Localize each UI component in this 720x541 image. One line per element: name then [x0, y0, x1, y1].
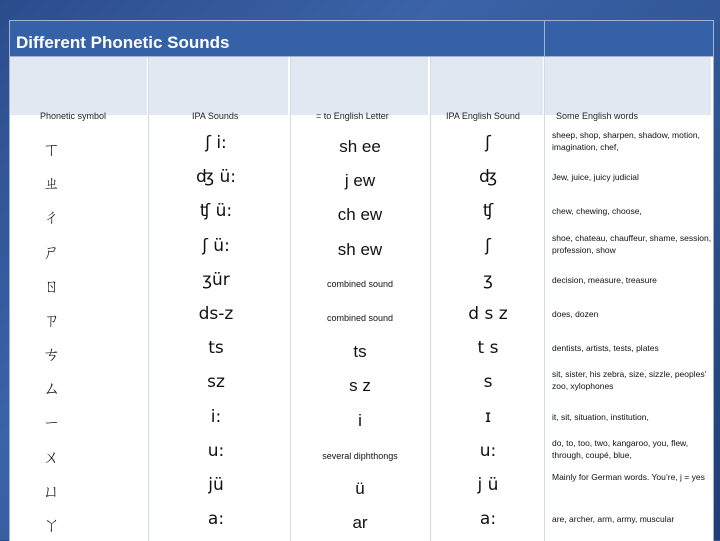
english-letter: ü — [355, 479, 365, 498]
ipa-sound: ʃ i: — [205, 133, 227, 153]
ipa-english-sound: a: — [479, 509, 497, 530]
table-row — [10, 232, 713, 266]
table-row — [10, 163, 713, 197]
phonetic-symbol: ㄨ — [43, 447, 60, 468]
english-words: it, sit, situation, institution, — [552, 411, 649, 422]
english-words: decision, measure, treasure — [552, 274, 657, 285]
ipa-sound: a: — [207, 509, 225, 530]
table-row — [10, 471, 713, 505]
ipa-sound: ʧ ü: — [199, 201, 233, 222]
blank-row — [10, 57, 713, 115]
phonetic-symbol: ㄙ — [43, 379, 60, 400]
english-words: Jew, juice, juicy judicial — [552, 172, 639, 183]
ipa-sound: i: — [210, 406, 222, 427]
english-words: shoe, chateau, chauffeur, shame, session, profession, show — [552, 232, 712, 255]
english-letter: sh ee — [339, 137, 381, 156]
ipa-sound: ʃ ü: — [202, 235, 230, 256]
ipa-english-sound: s — [483, 372, 493, 393]
header-to-english-letter: = to English Letter — [316, 111, 389, 121]
header-ipa-english-sound: IPA English Sound — [446, 111, 520, 121]
english-letter: sh ew — [337, 239, 383, 259]
english-letter: combined sound — [326, 313, 394, 323]
phonetic-symbol: ㄕ — [43, 242, 60, 263]
ipa-english-sound: j ü — [477, 475, 499, 495]
phonetic-symbol: ㄩ — [43, 482, 60, 502]
english-letter: ch ew — [337, 205, 383, 225]
table-row — [10, 437, 713, 471]
english-words: sit, sister, his zebra, size, sizzle, peoples’ zoo, xylophones — [552, 369, 707, 392]
table-frame — [9, 20, 714, 541]
ipa-english-sound: ɪ — [484, 406, 492, 427]
ipa-sound: ds-z — [198, 304, 234, 324]
ipa-english-sound: ʃ — [485, 235, 491, 256]
english-words: sheep, shop, sharpen, shadow, motion, imagination, chef, — [552, 130, 700, 152]
english-letter: s z — [349, 376, 371, 396]
ipa-sound: jü — [208, 475, 224, 495]
english-words: do, to, too, two, kangaroo, you, flew, through, coupé, blue, — [552, 437, 689, 460]
phonetic-symbol: ㄒ — [43, 140, 60, 160]
ipa-english-sound: d s z — [468, 304, 508, 324]
english-letter: j ew — [344, 171, 376, 191]
page-title: Different Phonetic Sounds — [16, 33, 230, 52]
table-row — [10, 403, 713, 437]
ipa-english-sound: ʒ — [483, 269, 493, 290]
english-words: does, dozen — [552, 309, 599, 319]
phonetic-symbol: ㄗ — [43, 311, 60, 331]
ipa-sound: ʒür — [202, 269, 230, 290]
ipa-sound: u: — [207, 440, 225, 461]
english-words: chew, chewing, choose, — [552, 206, 642, 217]
phonetic-symbol: ㄧ — [43, 413, 60, 434]
english-letter: several diphthongs — [322, 450, 398, 461]
ipa-english-sound: ʤ — [479, 167, 497, 188]
header-phonetic-symbol: Phonetic symbol — [40, 111, 107, 121]
header-some-english-words: Some English words — [556, 111, 639, 121]
table-row — [10, 505, 713, 539]
table-row — [10, 368, 713, 402]
table-row — [10, 197, 713, 231]
table-row — [10, 266, 713, 300]
english-letter: ts — [353, 342, 367, 362]
table-row — [10, 300, 713, 334]
title-bar-right — [545, 21, 713, 57]
english-letter: ar — [352, 513, 368, 533]
header-ipa-sounds: IPA Sounds — [192, 111, 239, 121]
table-row — [10, 334, 713, 368]
english-letter: combined sound — [326, 278, 394, 289]
phonetic-symbol: ㄔ — [43, 208, 60, 229]
title-bar — [10, 21, 545, 57]
phonetic-symbol: ㄓ — [43, 174, 60, 195]
ipa-english-sound: u: — [479, 440, 497, 461]
english-letter: i — [358, 410, 362, 430]
ipa-sound: sz — [207, 372, 225, 393]
table-row — [10, 129, 713, 163]
ipa-sound: ʤ ü: — [196, 167, 236, 188]
phonetic-symbol: ㄚ — [43, 516, 60, 537]
phonetic-symbol: ㄘ — [43, 345, 60, 366]
ipa-english-sound: t s — [477, 338, 499, 359]
ipa-sound: ts — [208, 338, 224, 359]
english-words: dentists, artists, tests, plates — [552, 343, 659, 354]
ipa-english-sound: ʧ — [482, 201, 494, 222]
english-words: Mainly for German words. You’re, j = yes — [552, 472, 705, 482]
english-words: are, archer, arm, army, muscular — [552, 514, 675, 525]
ipa-english-sound: ʃ — [485, 133, 491, 153]
phonetic-symbol: ㄖ — [43, 276, 60, 297]
